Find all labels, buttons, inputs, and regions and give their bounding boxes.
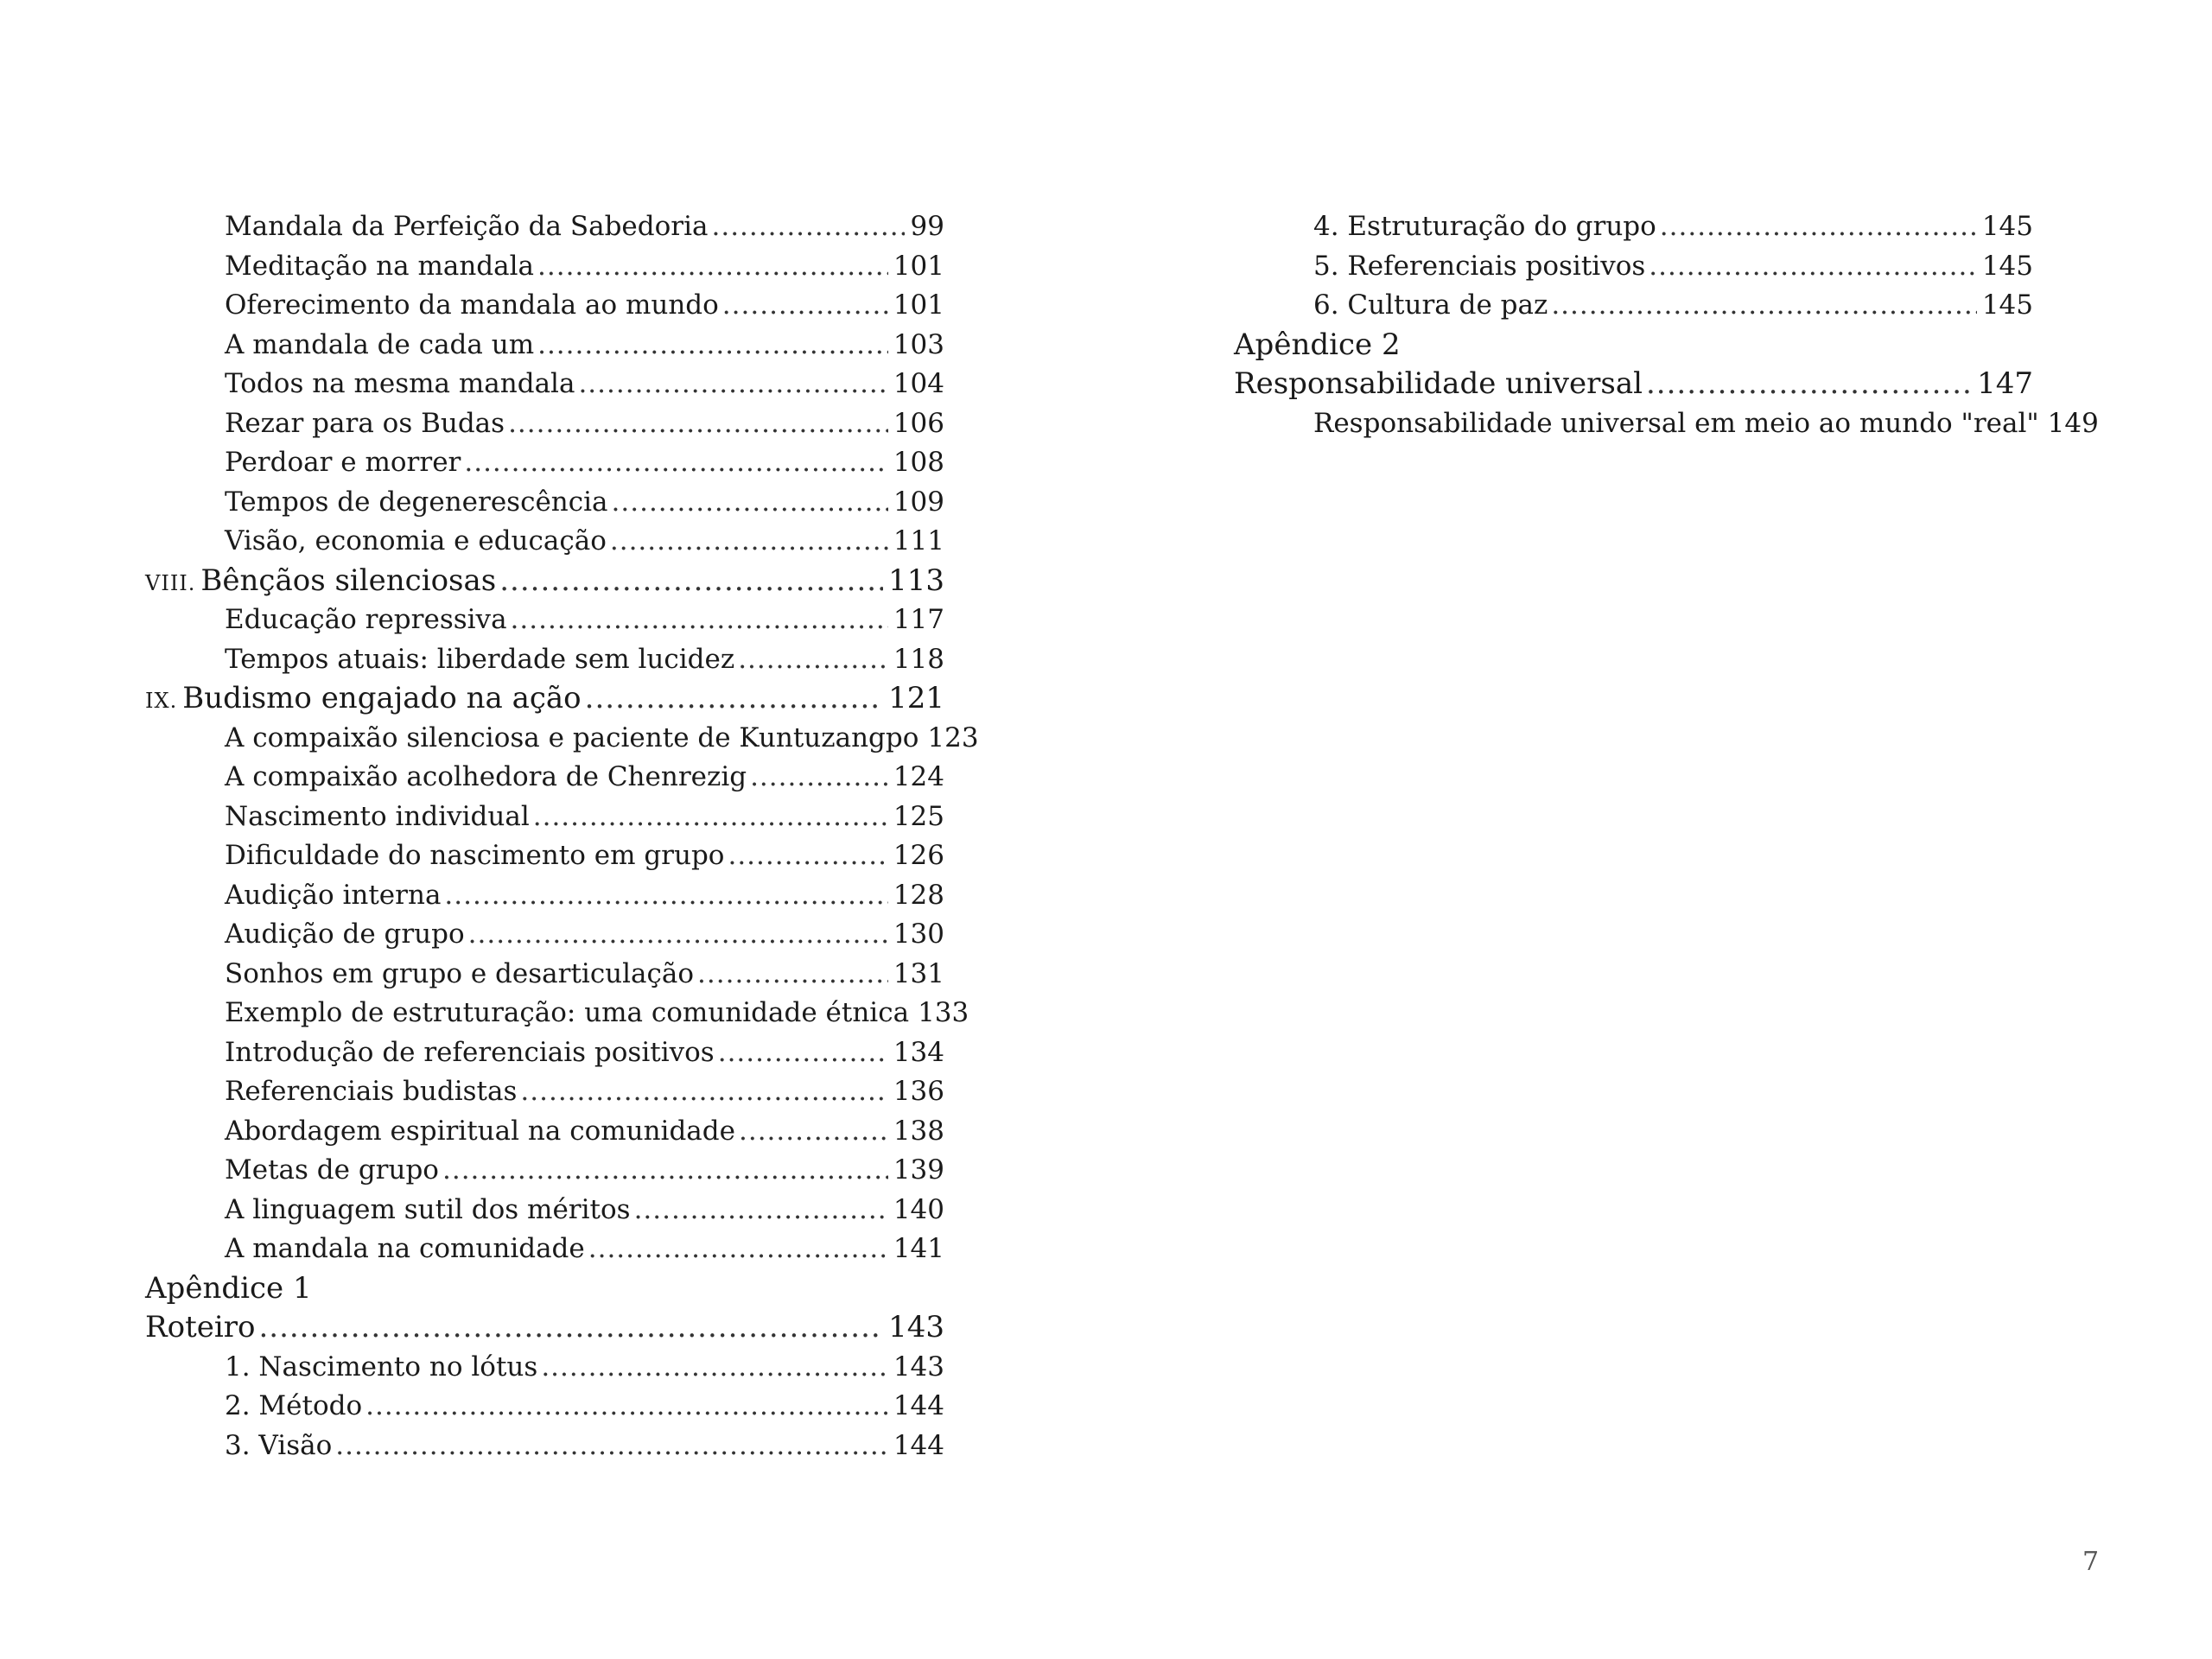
toc-entry-title: [225, 601, 507, 640]
toc-dot-leader: [541, 1348, 888, 1388]
toc-entry-title: [225, 1230, 585, 1269]
toc-entry-title-text: Apêndice 1: [145, 1270, 312, 1306]
toc-entry-title-text: Rezar para os Budas: [225, 407, 505, 439]
toc-entry-title-text: Apêndice 2: [1234, 327, 1401, 362]
toc-entry-page: 111: [893, 525, 944, 556]
toc-entry-title: [225, 326, 534, 365]
toc-dot-leader: [588, 1230, 888, 1269]
toc-dot-leader: [335, 1427, 888, 1466]
toc-chapter-numeral: IX.: [145, 689, 178, 713]
toc-section-heading: [145, 1269, 944, 1309]
toc-entry-title-text: 3. Visão: [225, 1429, 333, 1461]
toc-entry: [145, 207, 944, 247]
toc-dot-leader: [468, 915, 888, 955]
toc-entry: [145, 955, 944, 995]
toc-dot-leader: [612, 483, 888, 523]
toc-entry-page: 123: [927, 721, 979, 753]
toc-entry-title: [225, 955, 694, 995]
toc-entry: [145, 876, 944, 916]
toc-left-column: [145, 207, 979, 1465]
toc-entry-title-text: 5. Referenciais positivos: [1313, 250, 1646, 282]
toc-entry-title: [225, 719, 918, 759]
toc-entry-title-text: 1. Nascimento no lótus: [225, 1351, 538, 1382]
toc-entry-page: 149: [2047, 407, 2099, 439]
toc-entry: [1234, 365, 2033, 404]
toc-dot-leader: [610, 522, 888, 562]
toc-entry-title: [225, 1348, 537, 1388]
toc-entry: [145, 404, 944, 444]
toc-entry-title-text: Mandala da Perfeição da Sabedoria: [225, 211, 709, 242]
toc-entry-title: [145, 1269, 312, 1309]
toc-entry-page: 124: [893, 761, 944, 792]
toc-entry: [145, 1191, 944, 1230]
toc-entry-page: 130: [893, 918, 944, 950]
toc-entry-title-text: Todos na mesma mandala: [225, 368, 575, 399]
toc-entry-page: 147: [1977, 366, 2033, 401]
toc-entry-title-text: Audição interna: [225, 879, 442, 911]
toc-entry: [1234, 247, 2033, 287]
toc-entry-title-text: Tempos atuais: liberdade sem lucidez: [225, 643, 735, 675]
toc-dot-leader: [738, 640, 888, 680]
toc-entry-page: 108: [893, 447, 944, 478]
toc-entry-title: [225, 207, 708, 247]
toc-entry-title-text: Visão, economia e educação: [225, 525, 607, 556]
toc-entry-title: [225, 1072, 517, 1112]
toc-entry-title-text: Responsabilidade universal em meio ao mundo "real": [1313, 407, 2039, 439]
toc-entry-page: 145: [1981, 250, 2033, 282]
toc-entry-page: 143: [888, 1310, 944, 1344]
toc-dot-leader: [442, 1151, 888, 1191]
toc-entry-title: [225, 483, 608, 523]
page-number: 7: [2082, 1547, 2100, 1577]
toc-entry: [145, 640, 944, 680]
toc-entry-page: 109: [893, 486, 944, 518]
toc-entry-page: 136: [893, 1076, 944, 1107]
toc-entry: [145, 286, 944, 326]
toc-entry-title: [225, 404, 505, 444]
toc-entry-title: [1234, 365, 1643, 404]
toc-entry-title-text: Dificuldade do nascimento em grupo: [225, 840, 725, 871]
toc-entry: [145, 326, 944, 365]
toc-dot-leader: [1649, 247, 1977, 287]
toc-entry-title: [225, 1112, 735, 1152]
toc-entry-page: 99: [910, 211, 944, 242]
toc-entry: [145, 483, 944, 523]
toc-entry-title-text: Oferecimento da mandala ao mundo: [225, 289, 719, 321]
toc-entry: [145, 365, 944, 404]
toc-entry-title: [225, 758, 747, 798]
toc-entry: [1234, 207, 2033, 247]
toc-entry: [1234, 404, 2099, 444]
toc-dot-leader: [750, 758, 888, 798]
toc-entry-page: 141: [893, 1233, 944, 1264]
toc-entry-page: 145: [1981, 211, 2033, 242]
toc-entry-page: 103: [893, 328, 944, 360]
toc-entry-page: 118: [893, 643, 944, 675]
toc-dot-leader: [520, 1072, 887, 1112]
toc-entry-title: [225, 798, 530, 837]
toc-entry: [145, 1348, 944, 1388]
toc-entry-page: 104: [893, 368, 944, 399]
toc-entry: [145, 601, 944, 640]
toc-dot-leader: [728, 836, 887, 876]
toc-entry-title: [225, 1191, 631, 1230]
toc-entry-title: [1313, 286, 1548, 326]
toc-entry-title-text: Nascimento individual: [225, 800, 530, 832]
toc-entry-title-text: Bênçãos silenciosas: [200, 563, 497, 598]
toc-entry-title-text: Roteiro: [145, 1310, 256, 1344]
toc-entry-title-text: Budismo engajado na ação: [182, 681, 582, 715]
toc-entry-title-text: Abordagem espiritual na comunidade: [225, 1115, 735, 1147]
toc-entry: [145, 1072, 944, 1112]
toc-dot-leader: [537, 247, 888, 287]
toc-chapter-numeral: VIII.: [145, 570, 196, 595]
toc-dot-leader: [578, 365, 887, 404]
toc-entry-page: 139: [893, 1154, 944, 1185]
toc-entry-title: [225, 836, 724, 876]
toc-entry: [145, 1387, 944, 1427]
toc-entry: [145, 1112, 944, 1152]
toc-entry: [145, 443, 944, 483]
toc-entry-title-text: A compaixão acolhedora de Chenrezig: [225, 761, 747, 792]
toc-dot-leader: [464, 443, 887, 483]
toc-entry-title: [1313, 247, 1645, 287]
toc-entry-title: [225, 640, 734, 680]
toc-dot-leader: [537, 326, 888, 365]
toc-entry-title: [225, 876, 441, 916]
toc-dot-leader: [511, 601, 888, 640]
toc-entry-title-text: Exemplo de estruturação: uma comunidade étnica: [225, 997, 910, 1028]
toc-entry: [145, 1308, 944, 1348]
toc-entry-title: [225, 365, 575, 404]
toc-entry-title: [145, 562, 496, 604]
toc-entry: [145, 915, 944, 955]
toc-dot-leader: [722, 286, 888, 326]
toc-entry-title: [145, 679, 582, 721]
toc-entry: [145, 836, 944, 876]
toc-entry: [145, 798, 944, 837]
toc-entry-title-text: Educação repressiva: [225, 604, 507, 635]
toc-entry: [145, 719, 979, 759]
toc-entry: [145, 758, 944, 798]
toc-dot-leader: [697, 955, 888, 995]
toc-entry-title-text: Meditação na mandala: [225, 250, 535, 282]
toc-entry-title: [225, 522, 607, 562]
toc-entry: [145, 679, 944, 719]
toc-entry-title-text: A mandala na comunidade: [225, 1233, 585, 1264]
toc-entry-title-text: 6. Cultura de paz: [1313, 289, 1548, 321]
toc-entry-title-text: A compaixão silenciosa e paciente de Kuntuzangpo: [225, 721, 919, 753]
toc-dot-leader: [1551, 286, 1977, 326]
toc-entry-title: [225, 1151, 439, 1191]
toc-dot-leader: [1646, 365, 1972, 404]
toc-entry-page: 113: [888, 563, 944, 598]
toc-entry-title-text: Perdoar e morrer: [225, 447, 461, 478]
toc-entry-title-text: 2. Método: [225, 1390, 363, 1421]
toc-dot-leader: [585, 679, 883, 719]
toc-dot-leader: [718, 1033, 888, 1073]
toc-entry: [145, 1033, 944, 1073]
toc-dot-leader: [739, 1112, 888, 1152]
toc-entry-title-text: Responsabilidade universal: [1234, 366, 1643, 401]
toc-entry-page: 134: [893, 1036, 944, 1068]
toc-entry-page: 121: [888, 681, 944, 715]
toc-entry-page: 140: [893, 1193, 944, 1225]
toc-entry-title-text: Referenciais budistas: [225, 1076, 518, 1107]
toc-entry: [145, 1230, 944, 1269]
toc-entry-page: 144: [893, 1429, 944, 1461]
toc-right-column: [1234, 207, 2099, 443]
toc-entry-page: 101: [893, 289, 944, 321]
toc-entry-page: 143: [893, 1351, 944, 1382]
toc-entry-title: [225, 994, 909, 1033]
toc-entry-title-text: Metas de grupo: [225, 1154, 439, 1185]
toc-entry-title: [225, 247, 534, 287]
toc-entry-title-text: Introdução de referenciais positivos: [225, 1036, 715, 1068]
toc-entry-page: 125: [893, 800, 944, 832]
toc-entry-page: 101: [893, 250, 944, 282]
toc-entry-page: 138: [893, 1115, 944, 1147]
toc-dot-leader: [508, 404, 888, 444]
toc-dot-leader: [444, 876, 887, 916]
toc-entry-page: 106: [893, 407, 944, 439]
toc-entry: [145, 562, 944, 601]
toc-dot-leader: [1660, 207, 1977, 247]
toc-dot-leader: [634, 1191, 888, 1230]
toc-entry-title: [225, 915, 465, 955]
toc-entry-title-text: Sonhos em grupo e desarticulação: [225, 957, 695, 989]
toc-entry-title: [1313, 404, 2039, 444]
toc-entry-title-text: 4. Estruturação do grupo: [1313, 211, 1656, 242]
toc-entry: [1234, 286, 2033, 326]
toc-entry-page: 117: [893, 604, 944, 635]
toc-entry: [145, 522, 944, 562]
toc-entry-page: 133: [918, 997, 969, 1028]
toc-entry-title-text: Tempos de degenerescência: [225, 486, 608, 518]
toc-entry-title: [225, 1033, 715, 1073]
toc-entry: [145, 1427, 944, 1466]
toc-entry-title: [225, 443, 461, 483]
toc-entry: [145, 1151, 944, 1191]
toc-entry: [145, 994, 969, 1033]
toc-dot-leader: [533, 798, 888, 837]
toc-entry-title-text: A mandala de cada um: [225, 328, 535, 360]
toc-section-heading: [1234, 326, 2033, 365]
toc-entry-title: [145, 1308, 255, 1348]
toc-entry-title: [1313, 207, 1656, 247]
toc-entry-title: [1234, 326, 1401, 365]
toc-dot-leader: [499, 562, 883, 601]
toc-entry: [145, 247, 944, 287]
toc-entry-title: [225, 286, 719, 326]
toc-entry-page: 126: [893, 840, 944, 871]
toc-entry-page: 144: [893, 1390, 944, 1421]
toc-entry-title: [225, 1387, 362, 1427]
toc-dot-leader: [258, 1308, 883, 1348]
toc-entry-title: [225, 1427, 332, 1466]
toc-entry-page: 145: [1981, 289, 2033, 321]
toc-dot-leader: [711, 207, 905, 247]
toc-entry-page: 128: [893, 879, 944, 911]
toc-entry-title-text: A linguagem sutil dos méritos: [225, 1193, 631, 1225]
toc-dot-leader: [365, 1387, 888, 1427]
toc-entry-page: 131: [893, 957, 944, 989]
toc-entry-title-text: Audição de grupo: [225, 918, 465, 950]
